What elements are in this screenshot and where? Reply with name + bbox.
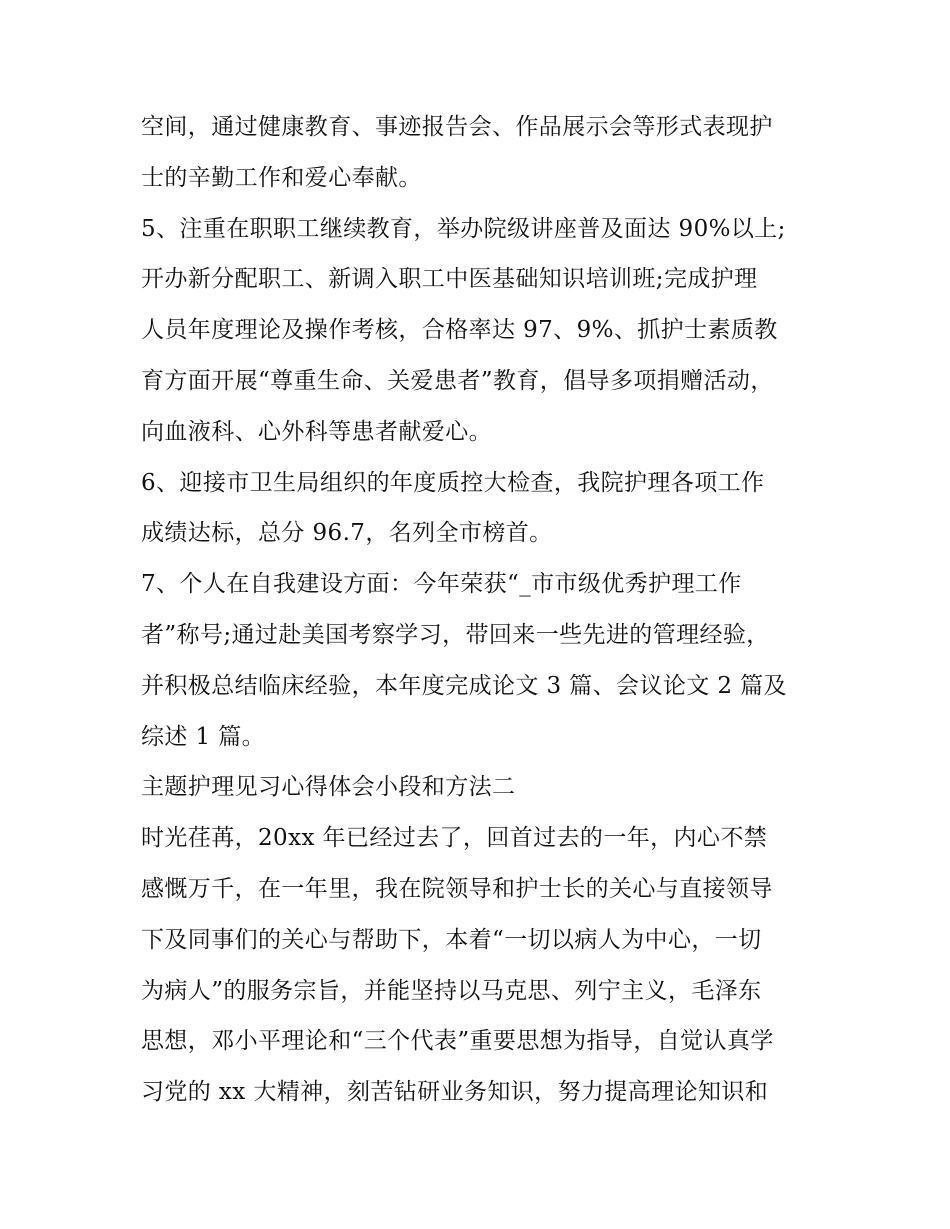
text-line: 成绩达标，总分 96.7，名列全市榜首。 [141, 520, 553, 547]
text-line: 思想，邓小平理论和“三个代表”重要思想为指导，自觉认真学 [141, 1028, 774, 1055]
text-line: 士的辛勤工作和爱心奉献。 [141, 164, 422, 191]
text-line: 下及同事们的关心与帮助下，本着“一切以病人为中心，一切 [141, 926, 762, 953]
text-line: 5、注重在职职工继续教育，举办院级讲座普及面达 90%以上; [141, 215, 786, 242]
text-line: 并积极总结临床经验，本年度完成论文 3 篇、会议论文 2 篇及 [141, 672, 787, 699]
text-line: 空间，通过健康教育、事迹报告会、作品展示会等形式表现护 [141, 114, 773, 140]
text-line: 习党的 xx 大精神，刻苦钻研业务知识，努力提高理论知识和 [141, 1079, 769, 1106]
text-line: 开办新分配职工、新调入职工中医基础知识培训班;完成护理 [141, 266, 758, 293]
text-line: 为病人”的服务宗旨，并能坚持以马克思、列宁主义，毛泽东 [141, 977, 762, 1004]
text-line: 时光荏苒，20xx 年已经过去了，回首过去的一年，内心不禁 [141, 825, 768, 852]
text-line: 感慨万千，在一年里，我在院领导和护士长的关心与直接领导 [141, 875, 773, 902]
text-line: 向血液科、心外科等患者献爱心。 [141, 418, 492, 445]
document-body [141, 102, 821, 1118]
text-line: 育方面开展“尊重生命、关爱患者”教育，倡导多项捐赠活动， [141, 367, 774, 394]
text-line: 综述 1 篇。 [141, 723, 266, 750]
text-line: 6、迎接市卫生局组织的年度质控大检查，我院护理各项工作 [141, 469, 765, 496]
text-line: 7、个人在自我建设方面：今年荣获“_市市级优秀护理工作 [141, 571, 742, 598]
text-line: 人员年度理论及操作考核，合格率达 97、9%、抓护士素质教 [141, 317, 778, 344]
text-line: 者”称号;通过赴美国考察学习，带回来一些先进的管理经验， [141, 621, 770, 648]
section-heading: 主题护理见习心得体会小段和方法二 [141, 774, 516, 801]
